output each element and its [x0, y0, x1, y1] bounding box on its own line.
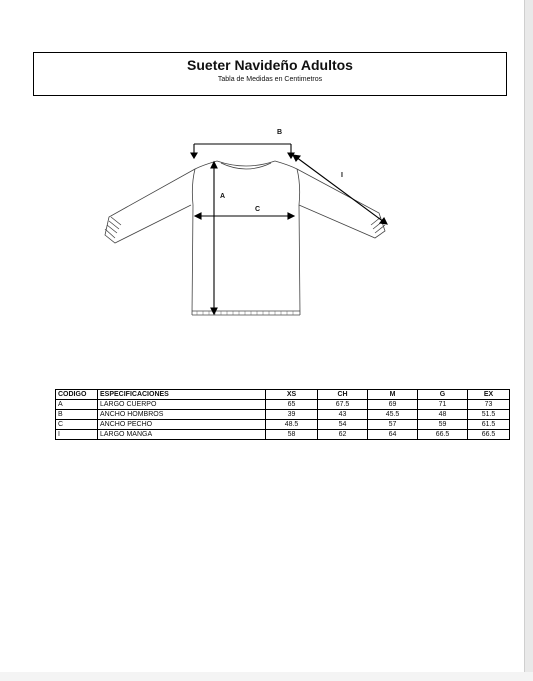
- table-cell: 69: [368, 400, 418, 410]
- page-edge-bottom: [0, 672, 533, 681]
- table-row: [56, 400, 510, 410]
- dimension-label-a: A: [220, 193, 226, 200]
- header-size-ch: CH: [318, 390, 368, 400]
- table-cell: 48: [418, 410, 468, 420]
- table-cell: 64: [368, 430, 418, 440]
- dimension-label-c: C: [255, 206, 261, 213]
- size-chart-table: [55, 389, 510, 440]
- table-cell: 61.5: [468, 420, 510, 430]
- sweater-illustration: [95, 125, 395, 325]
- table-cell: ANCHO HOMBROS: [98, 410, 266, 420]
- table-cell: 67.5: [318, 400, 368, 410]
- document-subtitle: Tabla de Medidas en Centimetros: [217, 76, 323, 83]
- table-cell: I: [56, 430, 98, 440]
- header-size-xs: XS: [266, 390, 318, 400]
- page-edge-right: [524, 0, 533, 681]
- header-especificaciones: ESPECIFICACIONES: [98, 390, 266, 400]
- table-cell: 54: [318, 420, 368, 430]
- table-cell: 59: [418, 420, 468, 430]
- table-cell: 65: [266, 400, 318, 410]
- table-cell: 58: [266, 430, 318, 440]
- table-cell: 66.5: [418, 430, 468, 440]
- table-cell: 39: [266, 410, 318, 420]
- table-header-row: [56, 390, 510, 400]
- header-codigo: CODIGO: [56, 390, 98, 400]
- table-cell: 73: [468, 400, 510, 410]
- table-cell: 45.5: [368, 410, 418, 420]
- table-cell: B: [56, 410, 98, 420]
- title-box: [33, 52, 507, 96]
- header-size-ex: EX: [468, 390, 510, 400]
- table-row: [56, 410, 510, 420]
- table-cell: A: [56, 400, 98, 410]
- dimension-label-i: I: [341, 172, 343, 179]
- header-size-m: M: [368, 390, 418, 400]
- table-cell: ANCHO PECHO: [98, 420, 266, 430]
- sweater-diagram: [95, 125, 395, 330]
- dimension-label-b: B: [277, 129, 283, 136]
- table-cell: 51.5: [468, 410, 510, 420]
- table-cell: 66.5: [468, 430, 510, 440]
- table-cell: LARGO MANGA: [98, 430, 266, 440]
- table-cell: 48.5: [266, 420, 318, 430]
- document-title: Sueter Navideño Adultos: [187, 57, 353, 73]
- table-row: [56, 420, 510, 430]
- header-size-g: G: [418, 390, 468, 400]
- table-cell: 62: [318, 430, 368, 440]
- table-cell: 57: [368, 420, 418, 430]
- table-cell: 71: [418, 400, 468, 410]
- table-row: [56, 430, 510, 440]
- table-cell: C: [56, 420, 98, 430]
- table-cell: LARGO CUERPO: [98, 400, 266, 410]
- table-cell: 43: [318, 410, 368, 420]
